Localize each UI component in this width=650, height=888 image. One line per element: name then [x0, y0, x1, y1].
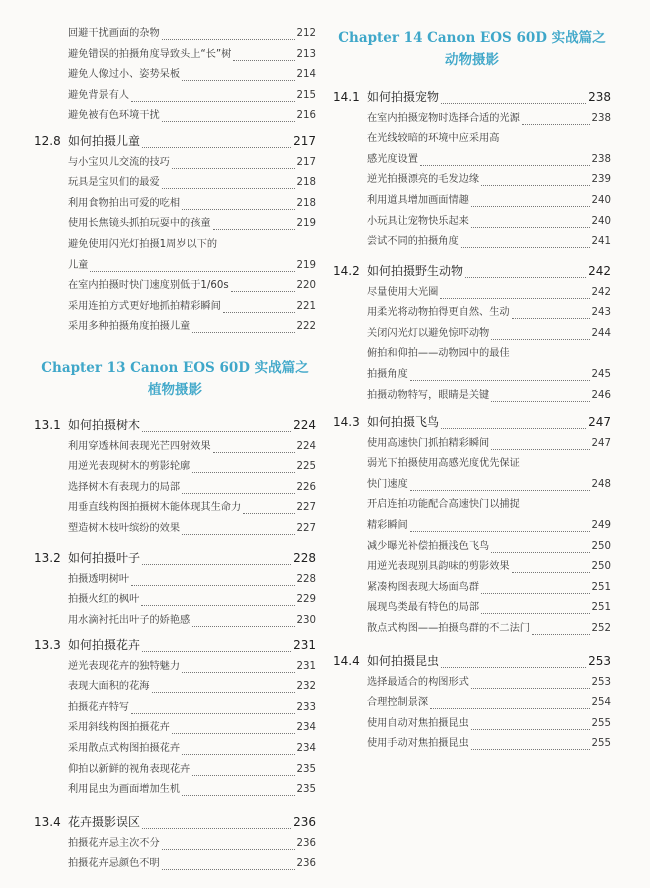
toc-entry[interactable]: [68, 235, 316, 255]
dot-leader: [522, 123, 590, 125]
entry-page-number: 212: [296, 28, 316, 39]
entry-page-number: 222: [296, 321, 316, 333]
dot-leader: [441, 427, 586, 429]
entry-title: 塑造树木枝叶缤纷的效果: [68, 522, 181, 534]
section-title: 如何拍摄叶子: [68, 551, 141, 565]
entry-title: 拍摄花卉忌颜色不明: [68, 858, 160, 870]
entry-title: 关闭闪光灯以避免惊吓动物: [367, 327, 490, 339]
toc-entry[interactable]: [68, 698, 316, 718]
toc-section-heading[interactable]: [34, 414, 316, 436]
entry-title: 小玩具让宠物快乐起来: [367, 215, 469, 227]
section-number: 14.3: [333, 415, 360, 429]
section-page-number: 247: [588, 415, 611, 429]
entry-page-number: 226: [296, 481, 316, 493]
toc-entry[interactable]: [367, 673, 611, 693]
dot-leader: [131, 100, 294, 102]
dot-leader: [512, 571, 590, 573]
entry-page-number: 238: [591, 153, 611, 165]
toc-entry[interactable]: [367, 150, 611, 170]
entry-page-number: 219: [296, 259, 316, 271]
entry-page-number: 228: [296, 573, 316, 585]
section-title: 如何拍摄树木: [68, 418, 141, 432]
dot-leader: [491, 551, 589, 553]
entry-title: 拍摄动物特写，眼睛是关键: [367, 389, 490, 401]
toc-entry[interactable]: [367, 693, 611, 713]
toc-entry[interactable]: [68, 457, 316, 477]
dot-leader: [182, 492, 294, 494]
section-title: 如何拍摄野生动物: [367, 264, 464, 278]
entry-page-number: 216: [296, 110, 316, 122]
entry-page-number: 246: [591, 389, 611, 401]
toc-entry[interactable]: [367, 386, 611, 406]
entry-page-number: 239: [591, 174, 611, 186]
dot-leader: [461, 246, 590, 248]
toc-entry[interactable]: [367, 557, 611, 577]
entry-page-number: 219: [296, 218, 316, 230]
entry-title: 避免人像过小、姿势呆板: [68, 69, 181, 81]
dot-leader: [491, 400, 589, 402]
dot-leader: [440, 297, 589, 299]
toc-entry[interactable]: [68, 780, 316, 800]
entry-title: 用水滴衬托出叶子的娇艳感: [68, 614, 191, 626]
dot-leader: [192, 331, 294, 333]
toc-entry[interactable]: [367, 232, 611, 252]
toc-entry[interactable]: [367, 365, 611, 385]
entry-title: 使用手动对焦拍摄昆虫: [367, 738, 469, 750]
entry-title: 采用斜线构图拍摄花卉: [68, 722, 170, 734]
toc-entry[interactable]: [68, 65, 316, 85]
toc-entry[interactable]: [367, 578, 611, 598]
entry-page-number: 238: [591, 112, 611, 124]
toc-section-heading[interactable]: [333, 650, 611, 672]
entry-page-number: 254: [591, 697, 611, 709]
entry-page-number: 250: [591, 540, 611, 552]
dot-leader: [430, 707, 589, 709]
dot-leader: [420, 164, 590, 166]
entry-title: 玩具是宝贝们的最爱: [68, 177, 160, 189]
dot-leader: [142, 146, 291, 148]
toc-section-heading[interactable]: [34, 811, 316, 833]
entry-title: 儿童: [68, 259, 89, 271]
dot-leader: [481, 612, 589, 614]
toc-entry[interactable]: [68, 194, 316, 214]
toc-entry[interactable]: [367, 191, 611, 211]
section-number: 13.1: [34, 418, 61, 432]
entry-page-number: 243: [591, 307, 611, 319]
entry-page-number: 253: [591, 676, 611, 688]
entry-title: 散点式构图——拍摄鸟群的不二法门: [367, 622, 530, 634]
entry-title: 利用昆虫为画面增加生机: [68, 784, 181, 796]
entry-title: 利用穿透林间表现光芒四射效果: [68, 440, 211, 452]
entry-page-number: 224: [296, 440, 316, 452]
entry-page-number: 252: [591, 622, 611, 634]
toc-section-heading[interactable]: [34, 634, 316, 656]
section-page-number: 242: [588, 264, 611, 278]
entry-title: 展现鸟类最有特色的局部: [367, 602, 480, 614]
entry-title: 弱光下拍摄使用高感光度优先保证: [367, 458, 520, 470]
toc-entry[interactable]: [68, 256, 316, 276]
dot-leader: [243, 512, 294, 514]
entry-page-number: 249: [591, 519, 611, 531]
entry-page-number: 236: [296, 858, 316, 870]
entry-title: 快门速度: [367, 478, 408, 490]
toc-entry[interactable]: [367, 212, 611, 232]
toc-entry[interactable]: [68, 739, 316, 759]
dot-leader: [152, 691, 295, 693]
entry-page-number: 242: [591, 286, 611, 298]
dot-leader: [223, 311, 295, 313]
toc-entry[interactable]: [68, 611, 316, 631]
dot-leader: [465, 276, 586, 278]
entry-page-number: 250: [591, 561, 611, 573]
entry-title: 减少曝光补偿拍摄浅色飞鸟: [367, 540, 490, 552]
entry-page-number: 231: [296, 660, 316, 672]
entry-title: 用柔光将动物拍得更自然、生动: [367, 307, 510, 319]
entry-title: 利用食物拍出可爱的吃相: [68, 197, 181, 209]
dot-leader: [471, 226, 590, 228]
toc-entry[interactable]: [367, 454, 611, 474]
toc-entry[interactable]: [68, 590, 316, 610]
section-page-number: 224: [293, 418, 316, 432]
dot-leader: [90, 270, 294, 272]
toc-entry[interactable]: [367, 109, 611, 129]
entry-title: 避免背景有人: [68, 89, 130, 101]
dot-leader: [131, 584, 294, 586]
entry-title: 避免使用闪光灯拍摄1周岁以下的: [68, 238, 218, 250]
toc-section-heading[interactable]: [34, 130, 316, 152]
dot-leader: [471, 205, 590, 207]
entry-title: 使用高速快门抓拍精彩瞬间: [367, 437, 490, 449]
toc-entry[interactable]: [68, 214, 316, 234]
entry-title: 用逆光表现树木的剪影轮廓: [68, 461, 191, 473]
entry-title: 尽量使用大光圈: [367, 286, 439, 298]
toc-entry[interactable]: [367, 324, 611, 344]
dot-leader: [172, 732, 295, 734]
toc-entry[interactable]: [367, 344, 611, 364]
entry-title: 回避干扰画面的杂物: [68, 28, 160, 39]
section-number: 12.8: [34, 134, 61, 148]
entry-page-number: 230: [296, 614, 316, 626]
entry-page-number: 214: [296, 69, 316, 81]
dot-leader: [441, 666, 586, 668]
entry-title: 与小宝贝儿交流的技巧: [68, 156, 170, 168]
dot-leader: [410, 530, 590, 532]
toc-entry[interactable]: [367, 619, 611, 639]
toc-entry[interactable]: [68, 106, 316, 126]
toc-entry[interactable]: [68, 478, 316, 498]
toc-entry[interactable]: [68, 297, 316, 317]
dot-leader: [192, 471, 294, 473]
toc-section-heading[interactable]: [333, 260, 611, 282]
entry-page-number: 248: [591, 478, 611, 490]
toc-entry[interactable]: [367, 129, 611, 149]
entry-page-number: 213: [296, 48, 316, 60]
entry-page-number: 251: [591, 602, 611, 614]
section-title: 花卉摄影误区: [68, 815, 141, 829]
entry-page-number: 236: [296, 837, 316, 849]
entry-page-number: 218: [296, 177, 316, 189]
dot-leader: [441, 102, 586, 104]
dot-leader: [471, 687, 590, 689]
entry-page-number: 232: [296, 681, 316, 693]
dot-leader: [162, 187, 295, 189]
section-page-number: 253: [588, 654, 611, 668]
entry-title: 合理控制景深: [367, 697, 429, 709]
toc-entry[interactable]: [367, 495, 611, 515]
entry-title: 在室内拍摄宠物时选择合适的光源: [367, 112, 520, 124]
dot-leader: [471, 728, 590, 730]
entry-title: 选择树木有表现力的局部: [68, 481, 181, 493]
entry-page-number: 255: [591, 717, 611, 729]
dot-leader: [172, 167, 295, 169]
toc-entry[interactable]: [367, 303, 611, 323]
chapter-heading-line1: Chapter 13 Canon EOS 60D 实战篇之: [41, 360, 309, 376]
dot-leader: [231, 290, 295, 292]
entry-title: 拍摄花卉特写: [68, 701, 130, 713]
entry-title: 用垂直线构图拍摄树木能体现其生命力: [68, 502, 242, 514]
dot-leader: [182, 533, 294, 535]
toc-entry[interactable]: [367, 734, 611, 754]
toc-entry[interactable]: [68, 657, 316, 677]
entry-title: 使用自动对焦拍摄昆虫: [367, 717, 469, 729]
dot-leader: [213, 228, 295, 230]
toc-entry[interactable]: [68, 570, 316, 590]
toc-section-heading[interactable]: [333, 411, 611, 433]
entry-page-number: 215: [296, 89, 316, 101]
dot-leader: [142, 563, 291, 565]
toc-entry[interactable]: [68, 718, 316, 738]
dot-leader: [141, 604, 294, 606]
section-page-number: 231: [293, 638, 316, 652]
entry-page-number: 255: [591, 738, 611, 750]
dot-leader: [213, 451, 295, 453]
entry-title: 利用道具增加画面情趣: [367, 194, 469, 206]
entry-title: 紧凑构图表现大场面鸟群: [367, 581, 480, 593]
section-title: 如何拍摄花卉: [68, 638, 141, 652]
dot-leader: [182, 753, 294, 755]
dot-leader: [182, 208, 294, 210]
toc-entry[interactable]: [68, 834, 316, 854]
section-page-number: 238: [588, 90, 611, 104]
dot-leader: [162, 120, 295, 122]
dot-leader: [182, 79, 294, 81]
entry-title: 采用散点式构图拍摄花卉: [68, 742, 181, 754]
section-number: 13.3: [34, 638, 61, 652]
entry-title: 表现大面积的花海: [68, 681, 150, 693]
entry-page-number: 244: [591, 327, 611, 339]
toc-entry[interactable]: [367, 283, 611, 303]
chapter-heading-line1: Chapter 14 Canon EOS 60D 实战篇之: [338, 30, 606, 46]
toc-entry[interactable]: [68, 317, 316, 337]
toc-entry[interactable]: [68, 437, 316, 457]
section-number: 13.2: [34, 551, 61, 565]
section-number: 14.4: [333, 654, 360, 668]
toc-entry[interactable]: [68, 153, 316, 173]
dot-leader: [142, 827, 291, 829]
toc-entry[interactable]: [68, 677, 316, 697]
toc-entry[interactable]: [68, 173, 316, 193]
dot-leader: [410, 379, 590, 381]
dot-leader: [512, 317, 590, 319]
chapter-heading-line2: 植物摄影: [148, 382, 202, 398]
entry-title: 仰拍以新鲜的视角表现花卉: [68, 763, 191, 775]
section-title: 如何拍摄宠物: [367, 90, 440, 104]
entry-title: 逆光表现花卉的独特魅力: [68, 660, 181, 672]
entry-title: 用逆光表现别具韵味的剪影效果: [367, 561, 510, 573]
dot-leader: [162, 38, 295, 40]
dot-leader: [162, 848, 295, 850]
dot-leader: [471, 748, 590, 750]
entry-page-number: 235: [296, 763, 316, 775]
dot-leader: [131, 712, 294, 714]
entry-title: 使用长焦镜头抓拍玩耍中的孩童: [68, 218, 211, 230]
entry-title: 拍摄角度: [367, 368, 408, 380]
section-page-number: 217: [293, 134, 316, 148]
entry-page-number: 225: [296, 461, 316, 473]
dot-leader: [532, 633, 590, 635]
toc-entry[interactable]: [68, 760, 316, 780]
toc-entry[interactable]: [367, 537, 611, 557]
chapter-heading-line2: 动物摄影: [445, 52, 499, 68]
toc-entry[interactable]: [367, 434, 611, 454]
section-page-number: 228: [293, 551, 316, 565]
entry-title: 尝试不同的拍摄角度: [367, 236, 459, 248]
dot-leader: [142, 430, 291, 432]
entry-title: 精彩瞬间: [367, 519, 408, 531]
toc-entry[interactable]: [68, 24, 316, 44]
entry-title: 拍摄花卉忌主次不分: [68, 837, 160, 849]
toc-entry[interactable]: [367, 516, 611, 536]
dot-leader: [182, 671, 294, 673]
entry-page-number: 227: [296, 522, 316, 534]
entry-page-number: 220: [296, 280, 316, 292]
entry-page-number: 234: [296, 722, 316, 734]
entry-title: 在室内拍摄时快门速度别低于1/60s: [68, 280, 229, 292]
toc-entry[interactable]: [367, 170, 611, 190]
toc-entry[interactable]: [68, 854, 316, 874]
entry-page-number: 218: [296, 197, 316, 209]
section-number: 14.1: [333, 90, 360, 104]
dot-leader: [142, 650, 291, 652]
section-number: 13.4: [34, 815, 61, 829]
toc-entry[interactable]: [68, 498, 316, 518]
entry-page-number: 251: [591, 581, 611, 593]
entry-page-number: 234: [296, 742, 316, 754]
toc-entry[interactable]: [68, 276, 316, 296]
entry-page-number: 217: [296, 156, 316, 168]
section-title: 如何拍摄昆虫: [367, 654, 440, 668]
entry-title: 拍摄火红的枫叶: [68, 594, 140, 606]
section-page-number: 236: [293, 815, 316, 829]
dot-leader: [162, 868, 295, 870]
entry-page-number: 241: [591, 236, 611, 248]
section-title: 如何拍摄飞鸟: [367, 415, 440, 429]
entry-title: 避免错误的拍摄角度导致头上“长”树: [68, 48, 232, 60]
entry-title: 在光线较暗的环境中应采用高: [367, 133, 500, 145]
toc-entry[interactable]: [68, 519, 316, 539]
toc-section-heading[interactable]: [333, 86, 611, 108]
entry-title: 感光度设置: [367, 153, 418, 165]
toc-entry[interactable]: [367, 598, 611, 618]
entry-page-number: 227: [296, 502, 316, 514]
entry-title: 拍摄透明树叶: [68, 573, 130, 585]
dot-leader: [481, 592, 589, 594]
entry-page-number: 240: [591, 215, 611, 227]
dot-leader: [410, 489, 590, 491]
entry-page-number: 247: [591, 437, 611, 449]
entry-title: 采用多种拍摄角度拍摄儿童: [68, 321, 191, 333]
toc-section-heading[interactable]: [34, 547, 316, 569]
entry-page-number: 229: [296, 594, 316, 606]
dot-leader: [192, 774, 294, 776]
entry-title: 逆光拍摄漂亮的毛发边缘: [367, 174, 480, 186]
dot-leader: [481, 184, 589, 186]
toc-entry[interactable]: [68, 86, 316, 106]
entry-title: 采用连拍方式更好地抓拍精彩瞬间: [68, 300, 221, 312]
entry-title: 选择最适合的构图形式: [367, 676, 469, 688]
section-number: 14.2: [333, 264, 360, 278]
section-title: 如何拍摄儿童: [68, 134, 141, 148]
dot-leader: [233, 59, 294, 61]
entry-title: 开启连拍功能配合高速快门以捕捉: [367, 499, 520, 511]
dot-leader: [491, 448, 589, 450]
entry-page-number: 245: [591, 368, 611, 380]
entry-title: 俯拍和仰拍——动物园中的最佳: [367, 348, 510, 360]
toc-entry[interactable]: [68, 45, 316, 65]
toc-entry[interactable]: [367, 475, 611, 495]
toc-entry[interactable]: [367, 714, 611, 734]
dot-leader: [491, 338, 589, 340]
dot-leader: [182, 794, 294, 796]
entry-page-number: 221: [296, 300, 316, 312]
entry-page-number: 240: [591, 194, 611, 206]
entry-page-number: 235: [296, 784, 316, 796]
entry-title: 避免被有色环境干扰: [68, 110, 160, 122]
entry-page-number: 233: [296, 701, 316, 713]
dot-leader: [192, 625, 294, 627]
